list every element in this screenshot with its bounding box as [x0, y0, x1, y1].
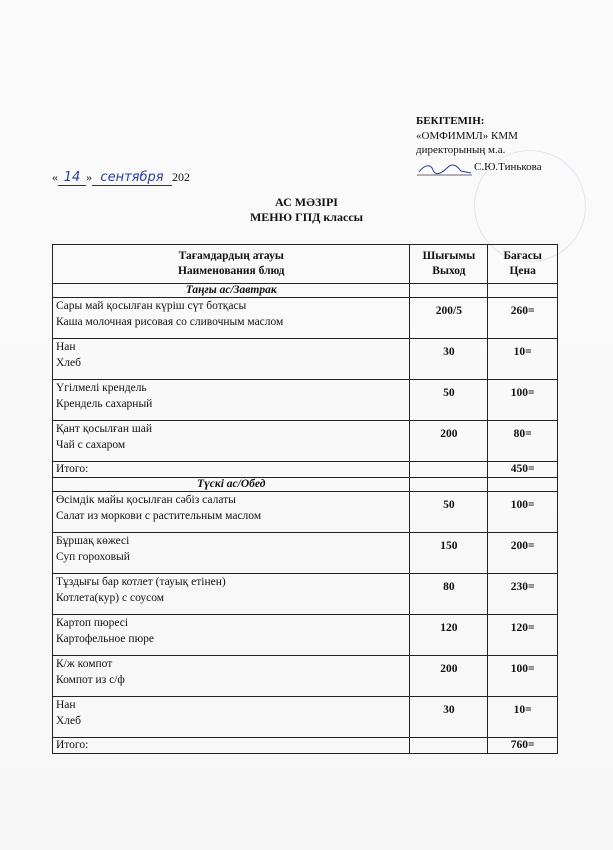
dish-price: 10=: [488, 697, 558, 738]
section-label: Түскі ас/Обед: [53, 478, 410, 492]
title-ru: МЕНЮ ГПД классы: [249, 210, 364, 224]
empty-cell: [410, 462, 488, 478]
header-output-kz: Шығымы: [422, 250, 476, 262]
table-row: [53, 615, 558, 656]
empty-cell: [410, 738, 488, 754]
dish-name-kz: Нан: [56, 341, 76, 353]
dish-price: 100=: [488, 656, 558, 697]
dish-name-kz: Өсімдік майы қосылған сәбіз салаты: [56, 494, 236, 506]
dish-output: 200/5: [410, 298, 488, 339]
title-kz: АС МӘЗІРІ: [275, 195, 338, 209]
header-name-ru: Наименования блюд: [177, 265, 285, 277]
header-name-kz: Тағамдардың атауы: [178, 250, 284, 262]
empty-cell: [410, 478, 488, 492]
approval-signer: С.Ю.Тинькова: [474, 161, 542, 173]
table-row: [53, 380, 558, 421]
approval-heading: БЕКІТЕМІН:: [416, 115, 485, 127]
dish-price: 230=: [488, 574, 558, 615]
date-open-quote: «: [52, 170, 58, 184]
total-label: Итого:: [53, 738, 410, 754]
empty-cell: [488, 284, 558, 298]
table-row: [53, 697, 558, 738]
table-row: [53, 298, 558, 339]
table-header-row: [53, 245, 558, 284]
date-month: сентября: [92, 170, 172, 186]
dish-name-ru: Картофельное пюре: [56, 632, 155, 645]
dish-price: 100=: [488, 492, 558, 533]
dish-name-ru: Чай с сахаром: [56, 438, 126, 451]
total-value: 760=: [488, 738, 558, 754]
table-row: [53, 656, 558, 697]
total-value: 450=: [488, 462, 558, 478]
approval-org: «ОМФИММЛ» КММ: [416, 129, 518, 142]
dish-output: 80: [410, 574, 488, 615]
table-row: [53, 533, 558, 574]
dish-name-ru: Котлета(кур) с соусом: [56, 591, 165, 604]
dish-name-ru: Хлеб: [56, 356, 81, 369]
dish-name-kz: Тұздығы бар котлет (тауық етінен): [56, 576, 226, 588]
dish-name-cell: [53, 615, 410, 656]
dish-price: 120=: [488, 615, 558, 656]
dish-output: 200: [410, 421, 488, 462]
dish-name-kz: Қант қосылған шай: [56, 423, 152, 435]
header-price-ru: Цена: [509, 265, 536, 277]
dish-name-cell: [53, 421, 410, 462]
date-day: 14: [58, 170, 86, 186]
dish-name-cell: [53, 380, 410, 421]
dish-name-kz: Бұршақ көжесі: [56, 535, 130, 547]
dish-price: 80=: [488, 421, 558, 462]
header-name: [53, 245, 410, 284]
total-label: Итого:: [53, 462, 410, 478]
dish-name-ru: Суп гороховый: [56, 550, 130, 563]
table-row: [53, 339, 558, 380]
dish-name-cell: [53, 492, 410, 533]
table-row: [53, 492, 558, 533]
dish-name-kz: Картоп пюресі: [56, 617, 129, 629]
dish-name-ru: Хлеб: [56, 714, 81, 727]
menu-table: [52, 244, 558, 754]
dish-output: 120: [410, 615, 488, 656]
date-close-quote: »: [86, 170, 92, 184]
header-output-ru: Выход: [432, 265, 466, 277]
dish-name-cell: [53, 574, 410, 615]
dish-price: 10=: [488, 339, 558, 380]
total-row-lunch: [53, 738, 558, 754]
approval-block: [416, 114, 606, 158]
header-price-kz: Бағасы: [503, 250, 542, 262]
header-price: [488, 245, 558, 284]
header-output: [410, 245, 488, 284]
dish-name-kz: Сары май қосылған күріш сүт ботқасы: [56, 300, 247, 312]
dish-output: 30: [410, 697, 488, 738]
dish-name-kz: Нан: [56, 699, 76, 711]
dish-price: 200=: [488, 533, 558, 574]
empty-cell: [410, 284, 488, 298]
dish-name-ru: Компот из с/ф: [56, 673, 125, 686]
dish-output: 30: [410, 339, 488, 380]
section-row-lunch: [53, 478, 558, 492]
dish-name-kz: К/ж компот: [56, 658, 113, 670]
section-row-breakfast: [53, 284, 558, 298]
date-year: 202: [172, 170, 190, 184]
dish-output: 50: [410, 380, 488, 421]
empty-cell: [488, 478, 558, 492]
dish-name-ru: Крендель сахарный: [56, 397, 153, 410]
dish-name-ru: Каша молочная рисовая со сливочным маслом: [56, 315, 284, 328]
dish-name-cell: [53, 697, 410, 738]
dish-name-cell: [53, 656, 410, 697]
approval-position: директорының м.а.: [416, 144, 506, 156]
dish-name-kz: Үгілмелі крендель: [56, 382, 147, 394]
signature: [417, 162, 472, 176]
table-row: [53, 574, 558, 615]
dish-name-cell: [53, 339, 410, 380]
dish-output: 150: [410, 533, 488, 574]
dish-name-cell: [53, 298, 410, 339]
dish-price: 100=: [488, 380, 558, 421]
dish-price: 260=: [488, 298, 558, 339]
dish-name-cell: [53, 533, 410, 574]
table-row: [53, 421, 558, 462]
section-label: Таңғы ас/Завтрак: [53, 284, 410, 298]
dish-output: 200: [410, 656, 488, 697]
document-date: [52, 170, 190, 186]
total-row-breakfast: [53, 462, 558, 478]
dish-output: 50: [410, 492, 488, 533]
dish-name-ru: Салат из моркови с растительным маслом: [56, 509, 262, 522]
